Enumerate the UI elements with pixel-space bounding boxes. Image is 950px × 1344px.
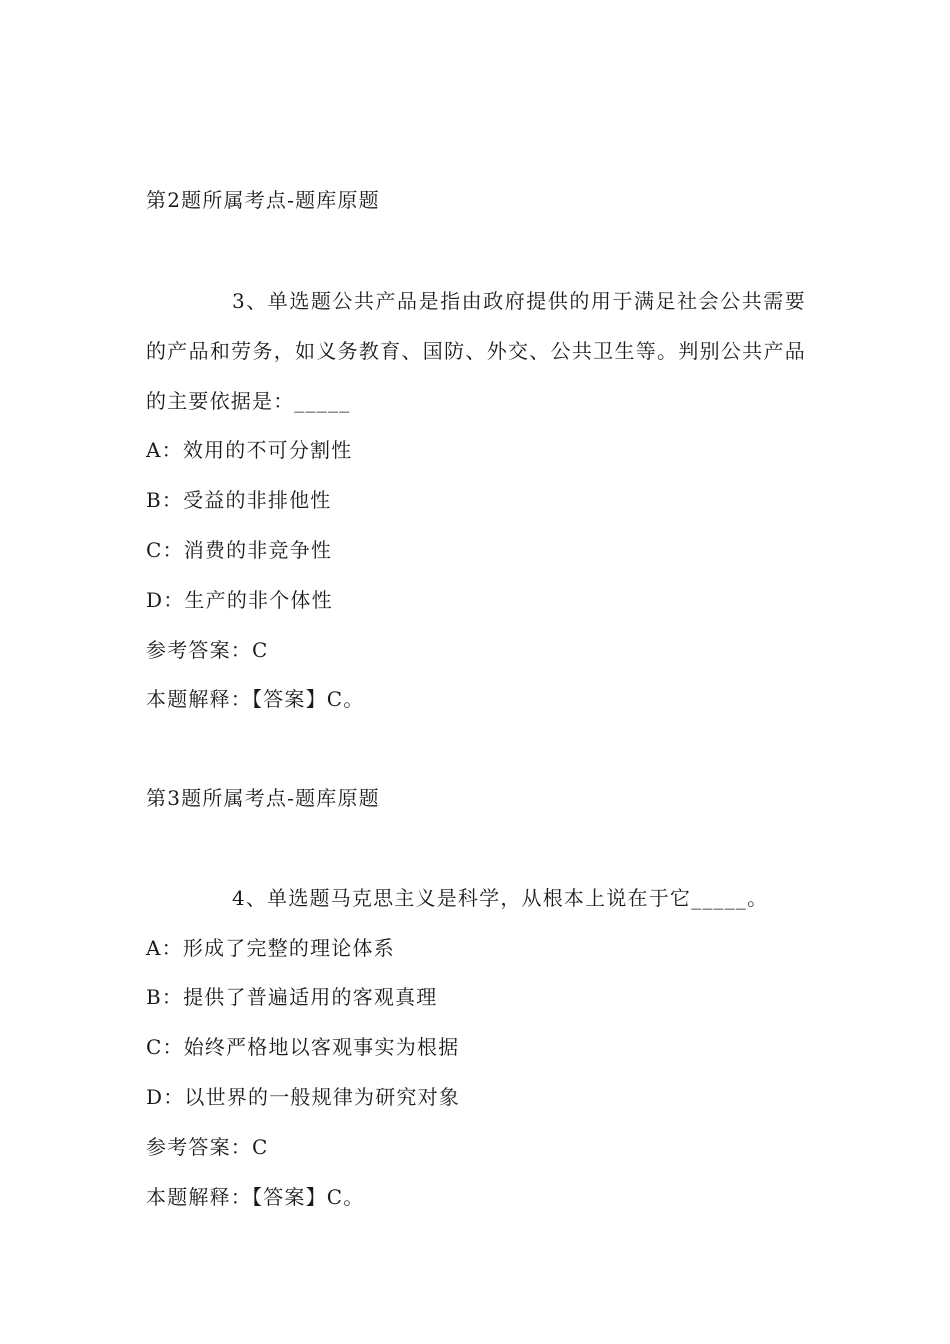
question-4-option-c: C：始终严格地以客观事实为根据 [146, 1035, 460, 1059]
question-4-answer: 参考答案：C [146, 1135, 269, 1159]
question-3-option-c: C：消费的非竞争性 [146, 538, 333, 562]
question-3-option-b: B：受益的非排他性 [146, 488, 332, 512]
question-3-explanation: 本题解释：【答案】C。 [146, 687, 365, 711]
question-4-option-d: D：以世界的一般规律为研究对象 [146, 1085, 461, 1109]
question-3-text: 3、单选题公共产品是指由政府提供的用于满足社会公共需要的产品和劳务，如义务教育、国防、外交、公共卫生等。判别公共产品的主要依据是：_____ [146, 289, 806, 413]
question-3-option-d: D：生产的非个体性 [146, 588, 333, 612]
section-3-topic: 第3题所属考点-题库原题 [146, 786, 380, 810]
question-4-option-a: A：形成了完整的理论体系 [146, 936, 395, 960]
section-2-topic: 第2题所属考点-题库原题 [146, 188, 380, 212]
question-3-answer: 参考答案：C [146, 638, 269, 662]
question-3-option-a: A：效用的不可分割性 [146, 438, 353, 462]
question-4-option-b: B：提供了普遍适用的客观真理 [146, 985, 438, 1009]
question-4-text: 4、单选题马克思主义是科学，从根本上说在于它_____。 [232, 886, 769, 910]
question-4-explanation: 本题解释：【答案】C。 [146, 1185, 365, 1209]
